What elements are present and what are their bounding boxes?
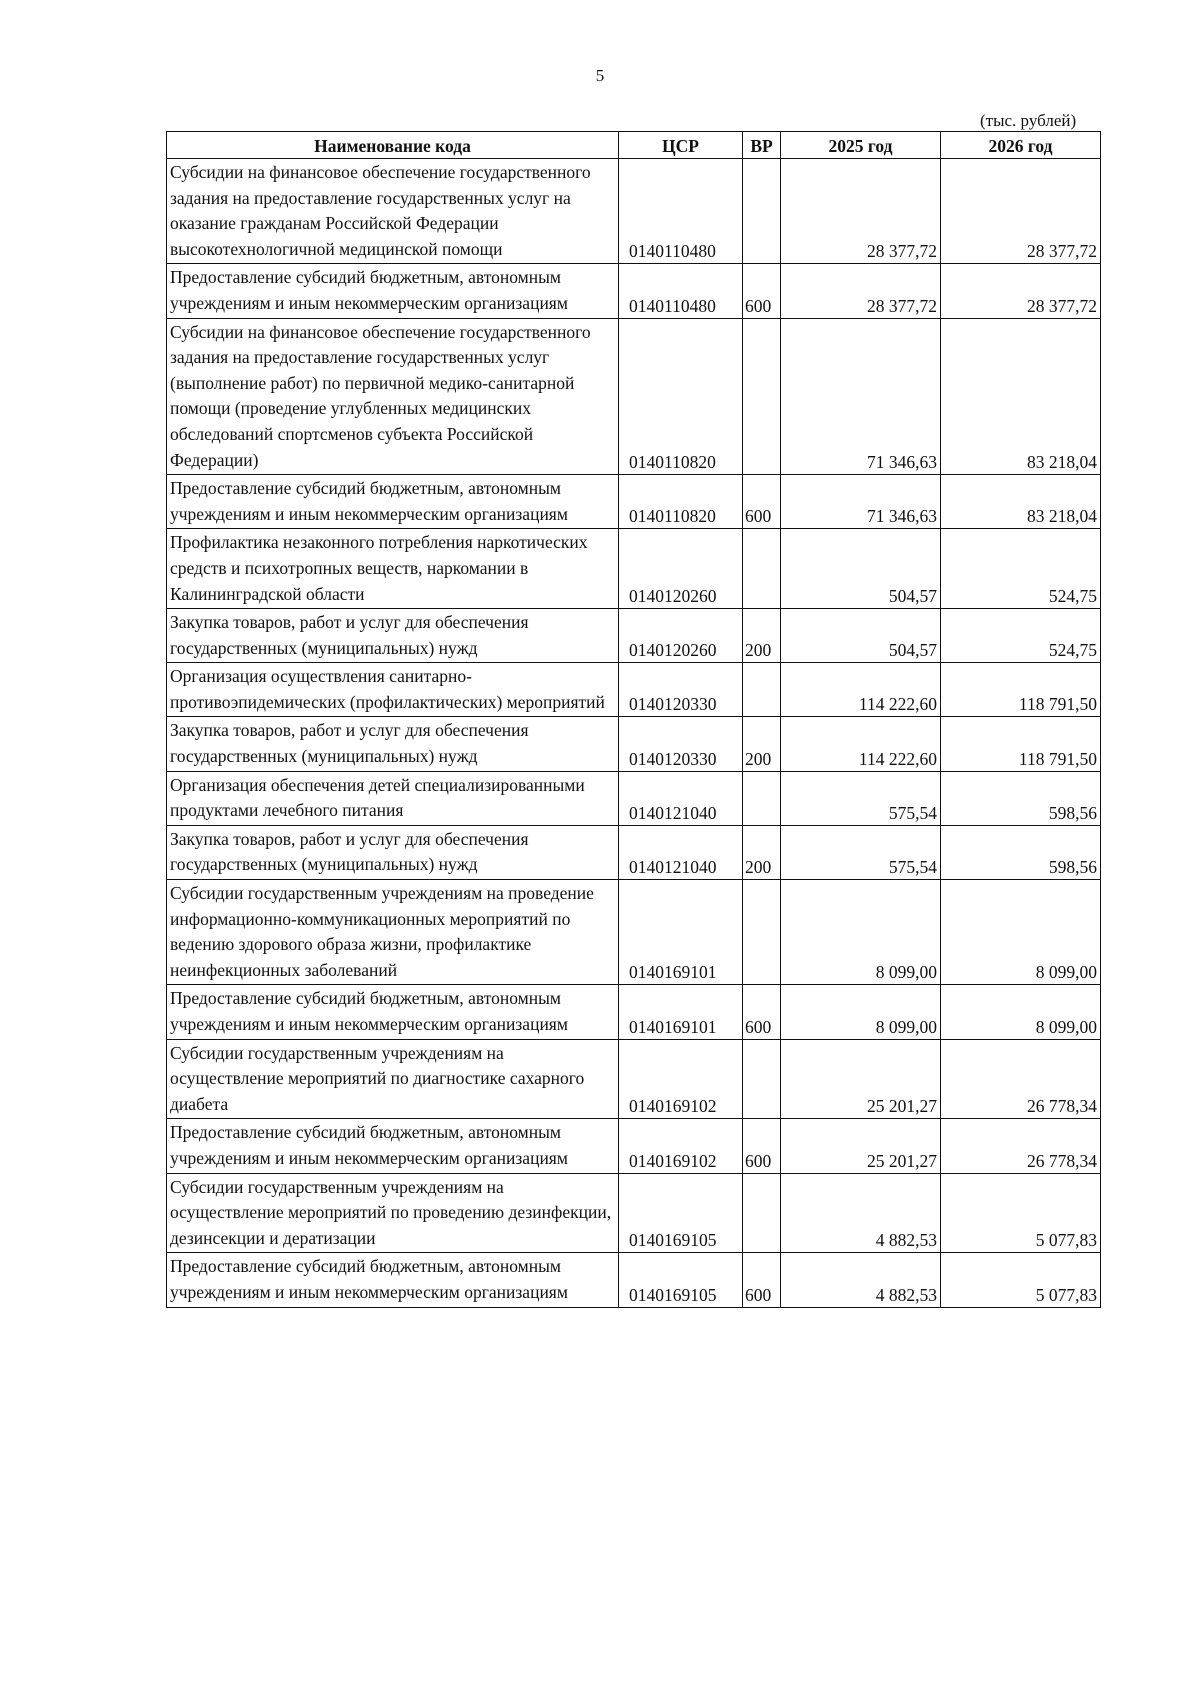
table-row [167, 1253, 1101, 1307]
row-vr-cell [743, 529, 781, 609]
row-vr-cell [743, 663, 781, 717]
row-csr-cell: 0140169101 [619, 985, 743, 1039]
row-name-cell: Закупка товаров, работ и услуг для обеспечения государственных (муниципальных) нужд [167, 609, 619, 663]
row-name-cell: Субсидии на финансовое обеспечение государственного задания на предоставление государственных услуг (выполнение работ) по первичной медико-санитарной помощи (проведение углубленных медицинских обследований спортсменов субъекта Российской Федерации) [167, 318, 619, 475]
row-csr-cell: 0140169102 [619, 1039, 743, 1119]
table-row [167, 529, 1101, 609]
row-2026-cell: 118 791,50 [941, 663, 1101, 717]
row-name-cell: Организация обеспечения детей специализированными продуктами лечебного питания [167, 771, 619, 825]
row-2025-cell: 71 346,63 [781, 318, 941, 475]
table-row [167, 475, 1101, 529]
row-name-cell: Субсидии на финансовое обеспечение государственного задания на предоставление государственных услуг на оказание гражданам Российской Федерации высокотехнологичной медицинской помощи [167, 159, 619, 264]
table-row [167, 663, 1101, 717]
row-2026-cell: 83 218,04 [941, 318, 1101, 475]
table-row [167, 318, 1101, 475]
page-number: 5 [595, 66, 605, 85]
row-vr-cell [743, 1039, 781, 1119]
row-csr-cell: 0140110820 [619, 475, 743, 529]
row-name-cell: Субсидии государственным учреждениям на проведение информационно-коммуникационных мероприятий по ведению здорового образа жизни, профилактике неинфекционных заболеваний [167, 880, 619, 985]
row-name-cell: Организация осуществления санитарно-противоэпидемических (профилактических) мероприятий [167, 663, 619, 717]
header-vr: ВР [743, 132, 781, 159]
row-name-cell: Предоставление субсидий бюджетным, автономным учреждениям и иным некоммерческим организациям [167, 264, 619, 318]
row-2026-cell: 5 077,83 [941, 1173, 1101, 1253]
table-header-row [167, 132, 1101, 159]
row-csr-cell: 0140110820 [619, 318, 743, 475]
row-vr-cell [743, 1173, 781, 1253]
row-2026-cell: 524,75 [941, 529, 1101, 609]
row-csr-cell: 0140120260 [619, 609, 743, 663]
row-csr-cell: 0140120330 [619, 717, 743, 771]
row-name-cell: Субсидии государственным учреждениям на осуществление мероприятий по проведению дезинфекции, дезинсекции и дератизации [167, 1173, 619, 1253]
table-row [167, 771, 1101, 825]
row-csr-cell: 0140110480 [619, 264, 743, 318]
row-csr-cell: 0140110480 [619, 159, 743, 264]
row-2025-cell: 8 099,00 [781, 985, 941, 1039]
row-name-cell: Профилактика незаконного потребления наркотических средств и психотропных веществ, наркомании в Калининградской области [167, 529, 619, 609]
row-2025-cell: 25 201,27 [781, 1039, 941, 1119]
row-2026-cell: 8 099,00 [941, 985, 1101, 1039]
row-vr-cell: 600 [743, 475, 781, 529]
row-csr-cell: 0140169101 [619, 880, 743, 985]
row-vr-cell: 600 [743, 985, 781, 1039]
row-vr-cell: 200 [743, 825, 781, 879]
row-csr-cell: 0140169102 [619, 1119, 743, 1173]
row-2026-cell: 8 099,00 [941, 880, 1101, 985]
row-2026-cell: 83 218,04 [941, 475, 1101, 529]
row-vr-cell [743, 159, 781, 264]
row-csr-cell: 0140169105 [619, 1173, 743, 1253]
units-note: (тыс. рублей) [980, 111, 1077, 130]
table-row [167, 825, 1101, 879]
table-row [167, 1173, 1101, 1253]
row-2025-cell: 25 201,27 [781, 1119, 941, 1173]
table-row [167, 1039, 1101, 1119]
row-vr-cell: 600 [743, 1119, 781, 1173]
row-2026-cell: 598,56 [941, 825, 1101, 879]
budget-table [166, 131, 1101, 1308]
row-2025-cell: 28 377,72 [781, 264, 941, 318]
row-vr-cell [743, 880, 781, 985]
row-name-cell: Закупка товаров, работ и услуг для обеспечения государственных (муниципальных) нужд [167, 717, 619, 771]
row-name-cell: Предоставление субсидий бюджетным, автономным учреждениям и иным некоммерческим организациям [167, 1119, 619, 1173]
row-2025-cell: 575,54 [781, 825, 941, 879]
header-name: Наименование кода [167, 132, 619, 159]
row-csr-cell: 0140120330 [619, 663, 743, 717]
row-2025-cell: 504,57 [781, 609, 941, 663]
table-row [167, 159, 1101, 264]
row-vr-cell: 600 [743, 264, 781, 318]
row-csr-cell: 0140121040 [619, 771, 743, 825]
row-2026-cell: 524,75 [941, 609, 1101, 663]
row-csr-cell: 0140121040 [619, 825, 743, 879]
row-2025-cell: 114 222,60 [781, 717, 941, 771]
row-2026-cell: 26 778,34 [941, 1039, 1101, 1119]
row-vr-cell: 200 [743, 609, 781, 663]
row-2026-cell: 28 377,72 [941, 159, 1101, 264]
table-row [167, 264, 1101, 318]
row-2026-cell: 26 778,34 [941, 1119, 1101, 1173]
row-csr-cell: 0140120260 [619, 529, 743, 609]
row-vr-cell: 200 [743, 717, 781, 771]
row-2025-cell: 504,57 [781, 529, 941, 609]
row-2025-cell: 71 346,63 [781, 475, 941, 529]
row-name-cell: Предоставление субсидий бюджетным, автономным учреждениям и иным некоммерческим организациям [167, 1253, 619, 1307]
table-body [167, 159, 1101, 1308]
header-2025: 2025 год [781, 132, 941, 159]
table-row [167, 985, 1101, 1039]
header-csr: ЦСР [619, 132, 743, 159]
row-2026-cell: 598,56 [941, 771, 1101, 825]
row-2025-cell: 4 882,53 [781, 1173, 941, 1253]
row-name-cell: Предоставление субсидий бюджетным, автономным учреждениям и иным некоммерческим организациям [167, 475, 619, 529]
row-vr-cell [743, 771, 781, 825]
table-row [167, 717, 1101, 771]
table-row [167, 609, 1101, 663]
table-row [167, 880, 1101, 985]
table-row [167, 1119, 1101, 1173]
row-2026-cell: 28 377,72 [941, 264, 1101, 318]
row-vr-cell [743, 318, 781, 475]
row-csr-cell: 0140169105 [619, 1253, 743, 1307]
row-name-cell: Предоставление субсидий бюджетным, автономным учреждениям и иным некоммерческим организациям [167, 985, 619, 1039]
row-2025-cell: 4 882,53 [781, 1253, 941, 1307]
header-2026: 2026 год [941, 132, 1101, 159]
row-2025-cell: 28 377,72 [781, 159, 941, 264]
row-2026-cell: 5 077,83 [941, 1253, 1101, 1307]
row-name-cell: Субсидии государственным учреждениям на осуществление мероприятий по диагностике сахарного диабета [167, 1039, 619, 1119]
row-2026-cell: 118 791,50 [941, 717, 1101, 771]
row-2025-cell: 575,54 [781, 771, 941, 825]
row-2025-cell: 8 099,00 [781, 880, 941, 985]
row-name-cell: Закупка товаров, работ и услуг для обеспечения государственных (муниципальных) нужд [167, 825, 619, 879]
row-2025-cell: 114 222,60 [781, 663, 941, 717]
row-vr-cell: 600 [743, 1253, 781, 1307]
